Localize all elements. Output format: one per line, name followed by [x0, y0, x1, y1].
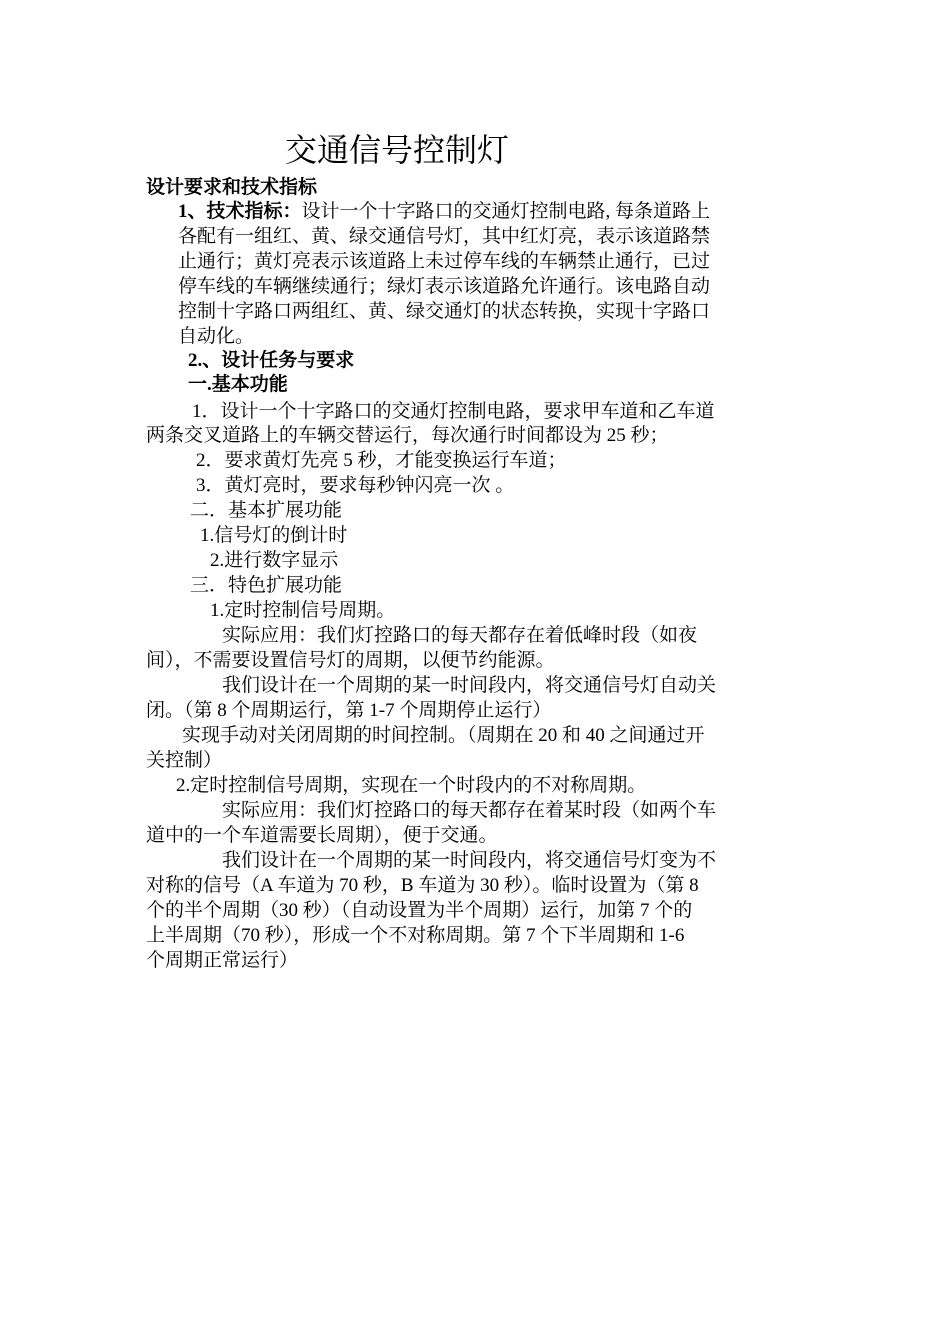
tech-line-6: 自动化。: [178, 326, 255, 347]
ext-item-1: 1.信号灯的倒计时: [200, 525, 348, 546]
ext-item-2: 2.进行数字显示: [210, 550, 339, 571]
basic-item-1-line-1: 1．设计一个十字路口的交通灯控制电路，要求甲车道和乙车道: [192, 401, 715, 422]
tech-line-1: [178, 200, 710, 224]
tech-line-4: 停车线的车辆继续通行；绿灯表示该道路允许通行。该电路自动: [178, 276, 711, 297]
special1-title: 1.定时控制信号周期。: [210, 600, 396, 621]
special2-p2-line-1: 我们设计在一个周期的某一时间段内，将交通信号灯变为不: [222, 850, 717, 871]
special1-p2-line-1: 我们设计在一个周期的某一时间段内，将交通信号灯自动关: [222, 675, 717, 696]
section-heading: 设计要求和技术指标: [146, 176, 318, 198]
special2-p2-line-3: 个的半个周期（30 秒）（自动设置为半个周期）运行，加第 7 个的: [146, 900, 693, 921]
special2-p2-line-5: 个周期正常运行）: [146, 950, 299, 971]
special2-p1-line-1: 实际应用：我们灯控路口的每天都存在着某时段（如两个车: [222, 800, 717, 821]
tech-text-1: 设计一个十字路口的交通灯控制电路, 每条道路上: [301, 201, 711, 222]
document-title: 交通信号控制灯: [285, 131, 510, 169]
tech-line-3: 止通行；黄灯亮表示该道路上未过停车线的车辆禁止通行，已过: [178, 251, 711, 272]
special1-p2-line-2: 闭。（第 8 个周期运行，第 1-7 个周期停止运行）: [146, 700, 552, 721]
special1-p3-line-1: 实现手动对关闭周期的时间控制。（周期在 20 和 40 之间通过开: [182, 725, 705, 746]
basic-item-3: 3．黄灯亮时，要求每秒钟闪亮一次 。: [196, 475, 515, 496]
special1-p1-line-1: 实际应用：我们灯控路口的每天都存在着低峰时段（如夜: [222, 625, 698, 646]
special2-p2-line-4: 上半周期（70 秒），形成一个不对称周期。第 7 个下半周期和 1-6: [146, 925, 685, 946]
basic-item-2: 2．要求黄灯先亮 5 秒，才能变换运行车道；: [196, 450, 567, 471]
ext-heading: 二．基本扩展功能: [190, 500, 343, 521]
tech-line-5: 控制十字路口两组红、黄、绿交通灯的状态转换，实现十字路口: [178, 301, 711, 322]
tech-line-2: 各配有一组红、黄、绿交通信号灯，其中红灯亮，表示该道路禁: [178, 226, 711, 247]
special2-p2-line-2: 对称的信号（A 车道为 70 秒，B 车道为 30 秒）。临时设置为（第 8: [146, 875, 699, 896]
basic-item-1-line-2: 两条交叉道路上的车辆交替运行，每次通行时间都设为 25 秒；: [146, 425, 669, 446]
special2-title: 2.定时控制信号周期，实现在一个时段内的不对称周期。: [176, 775, 647, 796]
tech-label: 1、技术指标：: [178, 201, 302, 222]
special2-p1-line-2: 道中的一个车道需要长周期），便于交通。: [146, 825, 498, 846]
basic-heading: 一.基本功能: [188, 374, 288, 395]
special-heading: 三．特色扩展功能: [190, 575, 343, 596]
special1-p1-line-2: 间），不需要设置信号灯的周期，以便节约能源。: [146, 650, 555, 671]
task-heading: 2.、设计任务与要求: [188, 350, 355, 371]
special1-p3-line-2: 关控制）: [146, 750, 223, 771]
